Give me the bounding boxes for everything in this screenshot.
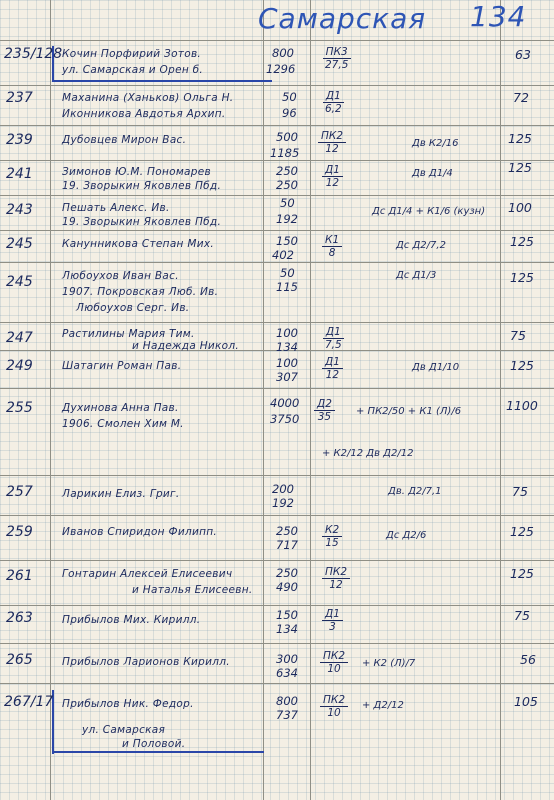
tariff [322, 326, 345, 351]
column-rule [310, 0, 311, 800]
column-rule [500, 0, 501, 800]
quantity: 1296 [266, 62, 296, 76]
extra-tariff-line2: + К2/12 Дв Д2/12 [322, 448, 414, 459]
tariff-class: Д1 [322, 356, 343, 369]
quantity: 737 [276, 708, 298, 722]
row-rule [0, 475, 554, 476]
row-rule [0, 40, 554, 41]
tariff-value: 35 [317, 411, 332, 423]
owner-name: Дубовцев Мирон Вас. [62, 134, 187, 146]
extra-tariff: + ПК2/50 + К1 (Л)/6 [356, 406, 462, 417]
tariff [318, 130, 346, 155]
tariff [320, 694, 348, 719]
quantity: 50 [280, 196, 295, 210]
extra-tariff: Дс Д2/6 [386, 530, 427, 541]
owner-name: Растилины Мария Тим. [62, 328, 195, 340]
tariff-value: 12 [325, 369, 340, 381]
tariff-class: ПК3 [323, 46, 351, 59]
entry-number: 243 [6, 202, 33, 218]
quantity: 500 [276, 130, 298, 144]
extra-tariff: Дс Д1/4 + К1/6 (кузн) [372, 206, 486, 217]
entry-number: 245 [6, 236, 33, 252]
tariff-class: Д1 [323, 326, 344, 339]
owner-name-line2: ул. Самарская [82, 724, 166, 736]
tariff [322, 46, 351, 71]
tariff-value: 12 [325, 177, 340, 189]
quantity: 200 [272, 482, 294, 496]
entry-number: 235/128 [4, 46, 63, 62]
extra-tariff: Дс Д1/3 [396, 270, 437, 281]
price: 63 [515, 47, 531, 62]
quantity: 50 [280, 266, 295, 280]
tariff [322, 90, 345, 115]
owner-name-line2: 1906. Смолен Хим М. [62, 418, 184, 430]
row-rule [0, 230, 554, 231]
tariff [314, 398, 335, 423]
row-rule [0, 388, 554, 389]
price: 125 [510, 234, 534, 249]
quantity: 250 [276, 566, 298, 580]
owner-name-line2: ул. Самарская и Орен б. [62, 64, 204, 76]
tariff [322, 608, 343, 633]
owner-name: Иванов Спиридон Филипп. [62, 526, 218, 538]
extra-tariff: Дв Д1/4 [412, 168, 453, 179]
owner-name-line2: и Надежда Никол. [132, 340, 240, 352]
tariff [322, 566, 350, 591]
row-rule [0, 683, 554, 684]
quantity: 634 [276, 666, 298, 680]
tariff-class: ПК2 [318, 130, 346, 143]
extra-tariff: Дв. Д2/7,1 [388, 486, 442, 497]
owner-name-line2: 19. Зворыкин Яковлев Пбд. [62, 180, 222, 192]
quantity: 115 [276, 280, 298, 294]
entry-number: 261 [6, 568, 33, 584]
quantity: 300 [276, 652, 298, 666]
quantity: 100 [276, 356, 298, 370]
row-rule [0, 85, 554, 86]
entry-number: 257 [6, 484, 33, 500]
price: 75 [510, 328, 526, 343]
tariff-value: 3 [329, 621, 336, 633]
price: 100 [508, 200, 532, 215]
price: 75 [512, 484, 528, 499]
tariff-class: Д1 [322, 608, 343, 621]
quantity: 1185 [270, 146, 300, 160]
price: 125 [510, 566, 534, 581]
entry-number: 265 [6, 652, 33, 668]
entry-number: 249 [6, 358, 33, 374]
row-rule [0, 160, 554, 161]
row-rule [0, 605, 554, 606]
owner-name: Прибылов Ларионов Кирилл. [62, 656, 230, 668]
entry-number: 267/17 [4, 694, 54, 710]
entry-number: 245 [6, 274, 33, 290]
tariff-class: Д1 [322, 164, 343, 177]
owner-name: Пешать Алекс. Ив. [62, 202, 170, 214]
street-title: Самарская [258, 2, 427, 35]
tariff [322, 164, 343, 189]
entry-underline [52, 80, 272, 82]
owner-name: Ларикин Елиз. Григ. [62, 488, 180, 500]
quantity: 134 [276, 340, 298, 354]
price: 56 [520, 652, 536, 667]
entry-number: 255 [6, 400, 33, 416]
entry-number: 239 [6, 132, 33, 148]
quantity: 134 [276, 622, 298, 636]
tariff-value: 10 [327, 707, 341, 719]
quantity: 3750 [270, 412, 300, 426]
quantity: 150 [276, 608, 298, 622]
entry-number: 263 [6, 610, 33, 626]
page-number: 134 [470, 0, 527, 33]
owner-name: Гонтарин Алексей Елисеевич [62, 568, 233, 580]
owner-name-line2: 19. Зворыкин Яковлев Пбд. [62, 216, 222, 228]
quantity: 307 [276, 370, 298, 384]
extra-tariff: Дв К2/16 [412, 138, 459, 149]
quantity: 50 [282, 90, 297, 104]
price: 105 [514, 694, 538, 709]
entry-underline [52, 751, 264, 753]
extra-tariff: + Д2/12 [362, 700, 404, 711]
owner-name: Прибылов Ник. Федор. [62, 698, 194, 710]
quantity: 100 [276, 326, 298, 340]
entry-number: 237 [6, 90, 33, 106]
tariff-value: 12 [325, 143, 339, 155]
tariff-class: ПК2 [322, 566, 350, 579]
row-rule [0, 262, 554, 263]
price: 72 [513, 90, 529, 105]
column-rule [263, 0, 264, 800]
tariff-value: 12 [329, 579, 343, 591]
column-rule [50, 0, 51, 800]
tariff-value: 7,5 [325, 339, 342, 351]
tariff-class: К2 [322, 524, 342, 537]
quantity: 96 [282, 106, 297, 120]
owner-name: Любоухов Иван Вас. [62, 270, 179, 282]
row-rule [0, 560, 554, 561]
tariff-class: ПК2 [320, 650, 348, 663]
price: 125 [510, 270, 534, 285]
owner-name-line3: и Половой. [122, 738, 186, 750]
quantity: 192 [276, 212, 298, 226]
quantity: 150 [276, 234, 298, 248]
row-rule [0, 322, 554, 323]
quantity: 4000 [270, 396, 300, 410]
row-rule [0, 643, 554, 644]
tariff [322, 356, 343, 381]
owner-name-line3: Любоухов Серг. Ив. [76, 302, 190, 314]
owner-name: Шатагин Роман Пав. [62, 360, 182, 372]
price: 125 [510, 524, 534, 539]
owner-name: Кочин Порфирий Зотов. [62, 48, 202, 60]
quantity: 800 [276, 694, 298, 708]
owner-name-line2: и Наталья Елисеевн. [132, 584, 253, 596]
quantity: 250 [276, 164, 298, 178]
tariff-value: 6,2 [325, 103, 342, 115]
price: 1100 [506, 398, 538, 413]
price: 75 [514, 608, 530, 623]
quantity: 402 [272, 248, 294, 262]
tariff-class: К1 [322, 234, 342, 247]
tariff [320, 650, 348, 675]
entry-number: 247 [6, 330, 33, 346]
tariff-value: 27,5 [325, 59, 349, 71]
quantity: 250 [276, 178, 298, 192]
quantity: 250 [276, 524, 298, 538]
entry-number: 241 [6, 166, 33, 182]
price: 125 [510, 358, 534, 373]
tariff-value: 10 [327, 663, 341, 675]
price: 125 [508, 131, 532, 146]
quantity: 490 [276, 580, 298, 594]
entry-number: 259 [6, 524, 33, 540]
price: 125 [508, 160, 532, 175]
quantity: 717 [276, 538, 298, 552]
owner-name: Духинова Анна Пав. [62, 402, 179, 414]
tariff-value: 15 [325, 537, 339, 549]
owner-name: Канунникова Степан Мих. [62, 238, 214, 250]
tariff-class: Д1 [323, 90, 344, 103]
row-rule [0, 125, 554, 126]
owner-name-line2: 1907. Покровская Люб. Ив. [62, 286, 219, 298]
owner-name-line2: Иконникова Авдотья Архип. [62, 108, 226, 120]
row-rule [0, 195, 554, 196]
extra-tariff: Дв Д1/10 [412, 362, 460, 373]
quantity: 800 [272, 46, 294, 60]
tariff-class: ПК2 [320, 694, 348, 707]
extra-tariff: + К2 (Л)/7 [362, 658, 416, 669]
tariff-class: Д2 [314, 398, 335, 411]
tariff [322, 524, 342, 549]
owner-name: Маханина (Ханьков) Ольга Н. [62, 92, 234, 104]
quantity: 192 [272, 496, 294, 510]
row-rule [0, 515, 554, 516]
extra-tariff: Дс Д2/7,2 [396, 240, 446, 251]
owner-name: Прибылов Мих. Кирилл. [62, 614, 201, 626]
tariff-value: 8 [328, 247, 336, 259]
tariff [322, 234, 342, 259]
owner-name: Зимонов Ю.М. Пономарев [62, 166, 212, 178]
